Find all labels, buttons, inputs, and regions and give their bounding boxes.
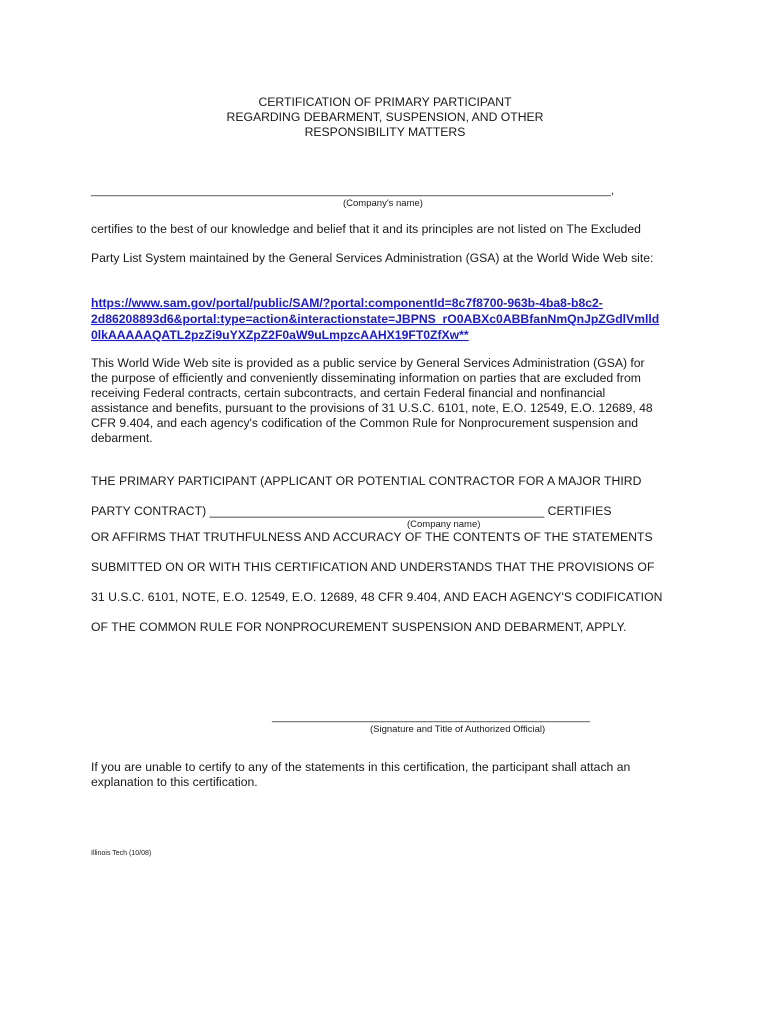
description-paragraph (91, 356, 691, 446)
description-line: debarment. (91, 431, 153, 445)
description-line: assistance and benefits, pursuant to the provisions of 31 U.S.C. 6101, note, E.O. 12549, E.O. 12689, 48 (91, 401, 653, 415)
primary-line-1: THE PRIMARY PARTICIPANT (APPLICANT OR POTENTIAL CONTRACTOR FOR A MAJOR THIRD (91, 474, 642, 488)
primary-line-2-start: PARTY CONTRACT) (91, 504, 210, 518)
closing-paragraph (91, 760, 691, 790)
primary-line-2 (91, 504, 612, 518)
primary-line-3: OR AFFIRMS THAT TRUTHFULNESS AND ACCURACY OF THE CONTENTS OF THE STATEMENTS (91, 530, 653, 544)
description-line: receiving Federal contracts, certain subcontracts, and certain Federal financial and nonfinancial (91, 386, 606, 400)
title-line-2: REGARDING DEBARMENT, SUSPENSION, AND OTHER (226, 110, 544, 124)
closing-line-1: If you are unable to certify to any of the statements in this certification, the participant shall attach an (91, 760, 631, 774)
closing-line-2: explanation to this certification. (91, 775, 258, 789)
footer-text: Illinois Tech (10/08) (91, 850, 152, 857)
sam-link-line-1[interactable]: https://www.sam.gov/portal/public/SAM/?portal:componentId=8c7f8700-963b-4ba8-b8c2- (91, 296, 603, 310)
certifies-line-2: Party List System maintained by the General Services Administration (GSA) at the World Wide Web site: (91, 251, 654, 265)
signature-caption: (Signature and Title of Authorized Official) (370, 724, 546, 735)
primary-line-4: SUBMITTED ON OR WITH THIS CERTIFICATION AND UNDERSTANDS THAT THE PROVISIONS OF (91, 560, 655, 574)
certifies-line-1: certifies to the best of our knowledge and belief that it and its principles are not listed on The Excluded (91, 222, 641, 236)
sam-link[interactable] (91, 295, 659, 343)
sam-link-line-2[interactable]: 2d86208893d6&portal:type=action&interactionstate=JBPNS_rO0ABXc0ABBfanNmQnJpZGdlVmlld (91, 312, 660, 326)
company-name-caption: (Company's name) (343, 198, 423, 209)
document-title (0, 95, 770, 140)
description-line: the purpose of efficiently and conveniently disseminating information on parties that are excluded from (91, 371, 641, 385)
primary-line-5: 31 U.S.C. 6101, NOTE, E.O. 12549, E.O. 12689, 48 CFR 9.404, AND EACH AGENCY'S CODIFICATION (91, 590, 663, 604)
title-line-3: RESPONSIBILITY MATTERS (304, 125, 466, 139)
title-line-1: CERTIFICATION OF PRIMARY PARTICIPANT (258, 95, 512, 109)
contractor-company-field[interactable]: _________________________________________________ (209, 504, 545, 518)
primary-line-6: OF THE COMMON RULE FOR NONPROCUREMENT SUSPENSION AND DEBARMENT, APPLY. (91, 620, 627, 634)
company-name-field[interactable]: _____________________________________________________________________________________, (91, 185, 615, 197)
signature-field[interactable]: ____________________________________________________ (272, 711, 591, 723)
company-caption: (Company name) (407, 519, 481, 530)
description-line: CFR 9.404, and each agency's codification of the Common Rule for Nonprocurement suspension and (91, 416, 639, 430)
sam-link-line-3[interactable]: 0lkAAAAAQATL2pzZi9uYXZpZ2F0aW9uLmpzcAAHX19FT0ZfXw** (91, 328, 469, 342)
description-line: This World Wide Web site is provided as a public service by General Services Administration (GSA) for (91, 356, 645, 370)
primary-line-2-end: CERTIFIES (544, 504, 612, 518)
